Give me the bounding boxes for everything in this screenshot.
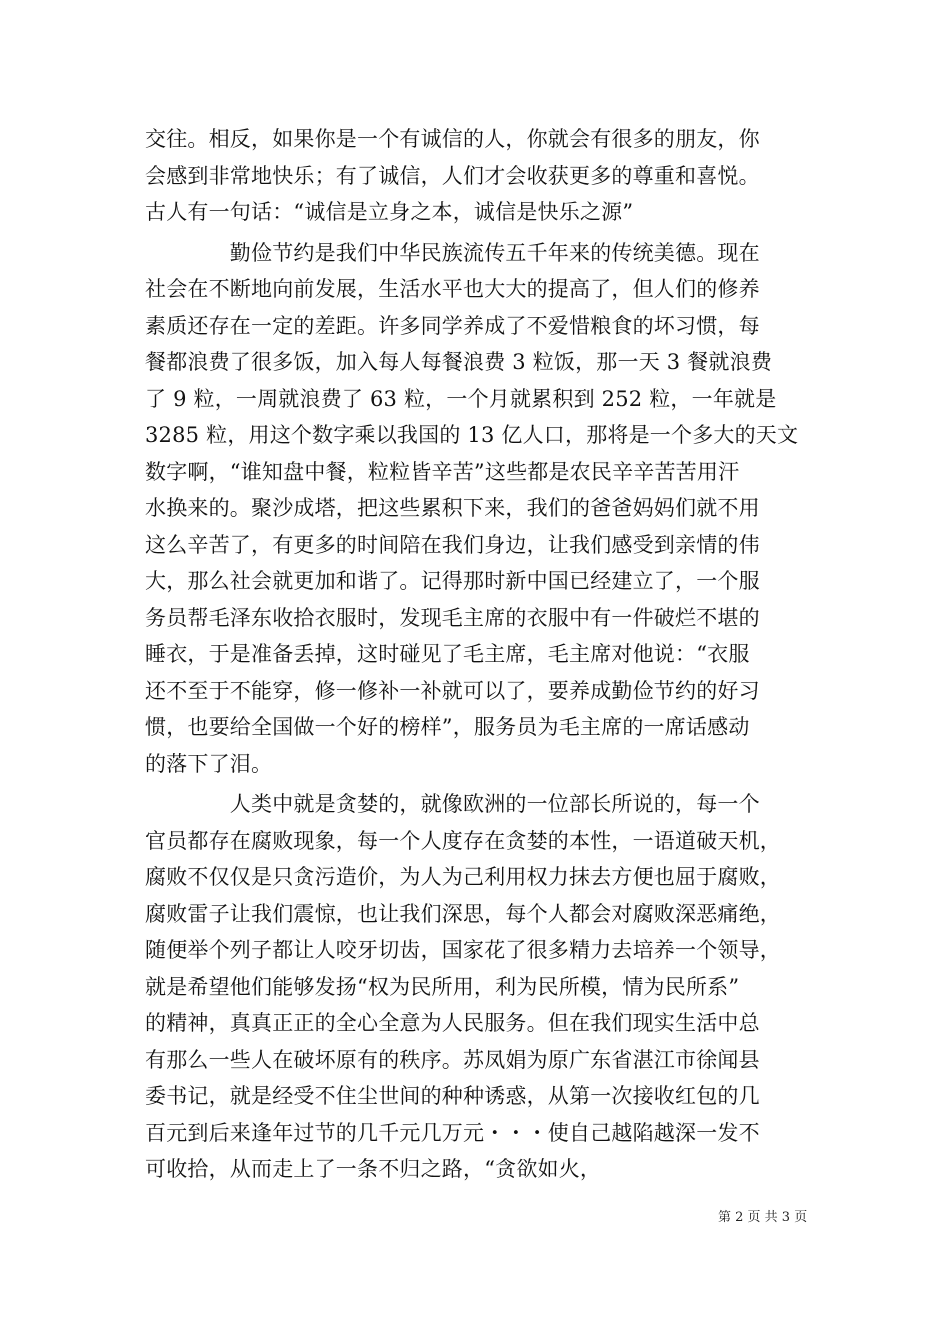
text-line: 素质还存在一定的差距。许多同学养成了不爱惜粮食的坏习惯，每	[145, 313, 760, 338]
paragraph-start: 勤俭节约是我们中华民族流传五千年来的传统美德。现在	[145, 240, 760, 265]
text-line: 了 9 粒，一周就浪费了 63 粒，一个月就累积到 252 粒，一年就是	[145, 386, 777, 411]
text-line: 随便举个列子都让人咬牙切齿，国家花了很多精力去培养一个领导，	[145, 938, 781, 962]
text-line: 务员帮毛泽东收拾衣服时，发现毛主席的衣服中有一件破烂不堪的	[145, 605, 760, 630]
text-line: 3285 粒，用这个数字乘以我国的 13 亿人口，那将是一个多大的天文	[145, 423, 799, 447]
text-line: 餐都浪费了很多饭，加入每人每餐浪费 3 粒饭，那一天 3 餐就浪费	[145, 350, 773, 374]
text-line: 交往。相反，如果你是一个有诚信的人，你就会有很多的朋友，你	[145, 127, 760, 151]
text-line: 大，那么社会就更加和谐了。记得那时新中国已经建立了，一个服	[145, 569, 760, 593]
text-line: 委书记，就是经受不住尘世间的种种诱惑，从第一次接收红包的几	[145, 1084, 760, 1108]
text-line: 官员都存在腐败现象，每一个人度存在贪婪的本性，一语道破天机，	[145, 828, 781, 853]
text-line: 的精神，真真正正的全心全意为人民服务。但在我们现实生活中总	[145, 1011, 760, 1035]
text-line: 的落下了泪。	[145, 751, 273, 776]
text-line: 社会在不断地向前发展，生活水平也大大的提高了，但人们的修养	[145, 277, 760, 301]
text-line: 有那么一些人在破坏原有的秩序。苏凤娟为原广东省湛江市徐闻县	[145, 1047, 760, 1072]
text-line: 古人有一句话：“诚信是立身之本，诚信是快乐之源”	[145, 200, 634, 224]
text-line: 腐败雷子让我们震惊，也让我们深思，每个人都会对腐败深恶痛绝，	[145, 901, 781, 926]
text-line: 就是希望他们能够发扬“权为民所用，利为民所模，情为民所系”	[145, 974, 740, 999]
text-line: 还不至于不能穿，修一修补一补就可以了，要养成勤俭节约的好习	[145, 678, 760, 703]
text-line: 百元到后来逢年过节的几千元几万元・・・使自己越陷越深一发不	[145, 1120, 760, 1145]
text-line: 水换来的。聚沙成塔，把这些累积下来，我们的爸爸妈妈们就不用	[145, 496, 760, 520]
text-line: 这么辛苦了，有更多的时间陪在我们身边，让我们感受到亲情的伟	[145, 532, 760, 557]
text-line: 腐败不仅仅是只贪污造价，为人为己利用权力抹去方便也屈于腐败，	[145, 865, 781, 889]
text-line: 会感到非常地快乐；有了诚信，人们才会收获更多的尊重和喜悦。	[145, 163, 760, 188]
text-line: 睡衣，于是准备丢掉，这时碰见了毛主席，毛主席对他说：“衣服	[145, 642, 750, 666]
text-line: 数字啊，“谁知盘中餐，粒粒皆辛苦”这些都是农民辛辛苦苦用汗	[145, 459, 740, 484]
text-line: 惯，也要给全国做一个好的榜样”，服务员为毛主席的一席话感动	[145, 715, 750, 739]
paragraph-start: 人类中就是贪婪的，就像欧洲的一位部长所说的，每一个	[145, 792, 760, 816]
page-number: 第 2 页 共 3 页	[718, 1210, 808, 1225]
body-text	[145, 121, 825, 1188]
text-line: 可收拾，从而走上了一条不归之路，“贪欲如火，	[145, 1157, 602, 1181]
